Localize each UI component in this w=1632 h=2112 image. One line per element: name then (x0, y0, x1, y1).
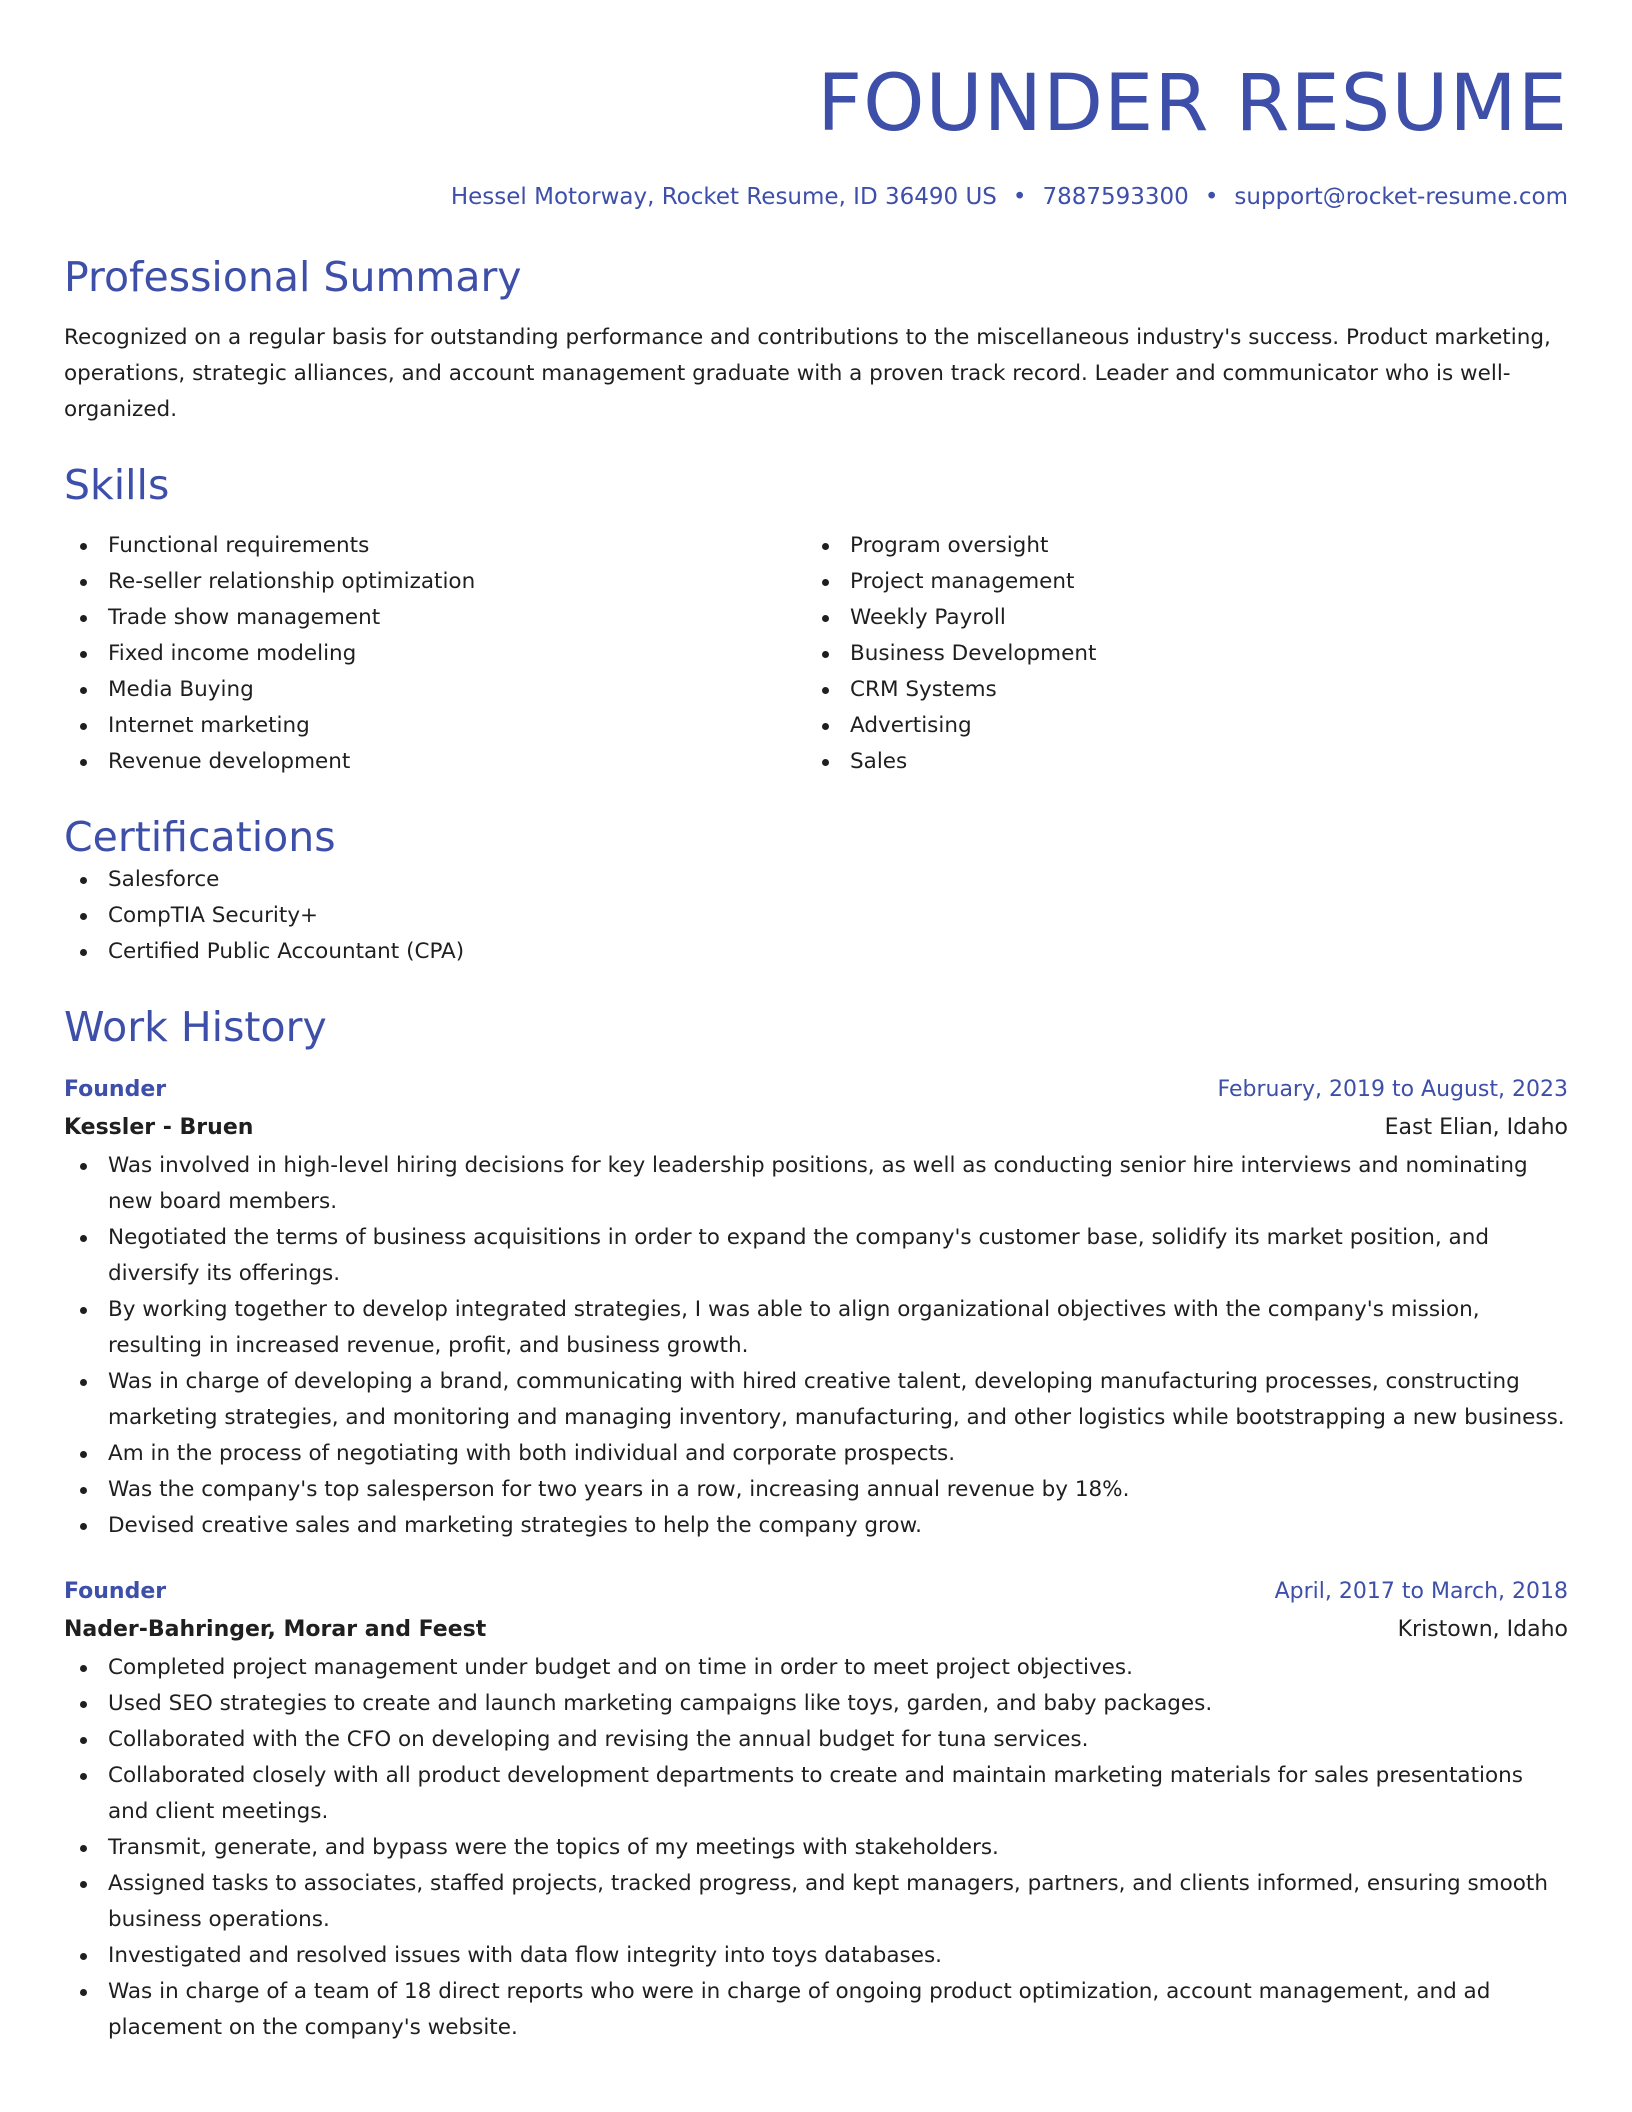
job-bullet: By working together to develop integrated strategies, I was able to align organizational objectives with the company's mission, resulting in increased revenue, profit, and business growth. (64, 1292, 1568, 1364)
skill-item: Re-seller relationship optimization (64, 564, 806, 600)
job-bullet: Am in the process of negotiating with both individual and corporate prospects. (64, 1436, 1568, 1472)
job-entry (64, 1574, 1568, 2046)
job-header-row (64, 1072, 1568, 1108)
certification-item: CompTIA Security+ (64, 898, 1568, 934)
job-bullet: Devised creative sales and marketing strategies to help the company grow. (64, 1508, 1568, 1544)
job-role: Founder (64, 1077, 167, 1102)
resume-title: FOUNDER RESUME (817, 59, 1568, 149)
job-bullet: Collaborated closely with all product development departments to create and maintain marketing materials for sales presentations and client meetings. (64, 1758, 1568, 1830)
job-company-row (64, 1610, 1568, 1650)
job-dates: February, 2019 to August, 2023 (1217, 1077, 1568, 1102)
job-entry (64, 1072, 1568, 1544)
contact-line (64, 180, 1568, 214)
skill-item: CRM Systems (806, 672, 1548, 708)
skill-item: Program oversight (806, 528, 1548, 564)
certifications-list (64, 862, 1568, 970)
skill-item: Internet marketing (64, 708, 806, 744)
certification-item: Salesforce (64, 862, 1568, 898)
skill-item: Weekly Payroll (806, 600, 1548, 636)
skill-item: Advertising (806, 708, 1548, 744)
skill-item: Business Development (806, 636, 1548, 672)
job-bullet: Assigned tasks to associates, staffed projects, tracked progress, and kept managers, partners, and clients informed, ensuring smooth business operations. (64, 1866, 1568, 1938)
job-bullet: Was involved in high-level hiring decisions for key leadership positions, as well as conducting senior hire interviews and nominating new board members. (64, 1148, 1568, 1220)
job-company: Kessler - Bruen (64, 1115, 254, 1140)
skills-list-right (806, 528, 1548, 780)
skill-item: Revenue development (64, 744, 806, 780)
job-company: Nader-Bahringer, Morar and Feest (64, 1617, 487, 1642)
job-bullet: Was in charge of developing a brand, communicating with hired creative talent, developing manufacturing processes, constructing marketing strategies, and monitoring and managing inventory, manufacturing, and other logistics while bootstrapping a new business. (64, 1364, 1568, 1436)
work-history-heading: Work History (64, 1003, 327, 1051)
skill-item: Project management (806, 564, 1548, 600)
skills-column-right (806, 528, 1548, 780)
job-role: Founder (64, 1579, 167, 1604)
skills-heading: Skills (64, 461, 170, 509)
job-bullet: Completed project management under budget and on time in order to meet project objectives. (64, 1650, 1568, 1686)
job-bullet: Investigated and resolved issues with data flow integrity into toys databases. (64, 1938, 1568, 1974)
job-dates: April, 2017 to March, 2018 (1274, 1579, 1568, 1604)
contact-separator: • (1012, 184, 1027, 210)
skill-item: Trade show management (64, 600, 806, 636)
job-bullet: Used SEO strategies to create and launch marketing campaigns like toys, garden, and baby packages. (64, 1686, 1568, 1722)
skills-column-left (64, 528, 806, 780)
contact-phone[interactable]: 7887593300 (1042, 184, 1189, 210)
skill-item: Media Buying (64, 672, 806, 708)
job-location: Kristown, Idaho (1397, 1617, 1568, 1642)
skills-list-left (64, 528, 806, 780)
certifications-heading: Certifications (64, 813, 336, 861)
skill-item: Sales (806, 744, 1548, 780)
summary-heading: Professional Summary (64, 253, 522, 301)
skill-item: Functional requirements (64, 528, 806, 564)
contact-address: Hessel Motorway, Rocket Resume, ID 36490 US (450, 184, 997, 210)
job-bullet-list (64, 1148, 1568, 1544)
job-bullet: Negotiated the terms of business acquisitions in order to expand the company's customer base, solidify its market position, and diversify its offerings. (64, 1220, 1568, 1292)
contact-email[interactable]: support@rocket-resume.com (1234, 184, 1568, 210)
skills-grid (64, 528, 1568, 780)
job-bullet-list (64, 1650, 1568, 2046)
job-company-row (64, 1108, 1568, 1148)
job-header-row (64, 1574, 1568, 1610)
job-bullet: Collaborated with the CFO on developing and revising the annual budget for tuna services. (64, 1722, 1568, 1758)
job-bullet: Was the company's top salesperson for two years in a row, increasing annual revenue by 18%. (64, 1472, 1568, 1508)
summary-text: Recognized on a regular basis for outstanding performance and contributions to the miscellaneous industry's success. Product marketing, operations, strategic alliances, and account management graduate with a proven track record. Leader and communicator who is well-organized. (64, 325, 1551, 422)
skill-item: Fixed income modeling (64, 636, 806, 672)
certification-item: Certified Public Accountant (CPA) (64, 934, 1568, 970)
job-location: East Elian, Idaho (1384, 1115, 1568, 1140)
job-bullet: Transmit, generate, and bypass were the topics of my meetings with stakeholders. (64, 1830, 1568, 1866)
contact-separator: • (1204, 184, 1219, 210)
job-bullet: Was in charge of a team of 18 direct reports who were in charge of ongoing product optimization, account management, and ad placement on the company's website. (64, 1974, 1568, 2046)
